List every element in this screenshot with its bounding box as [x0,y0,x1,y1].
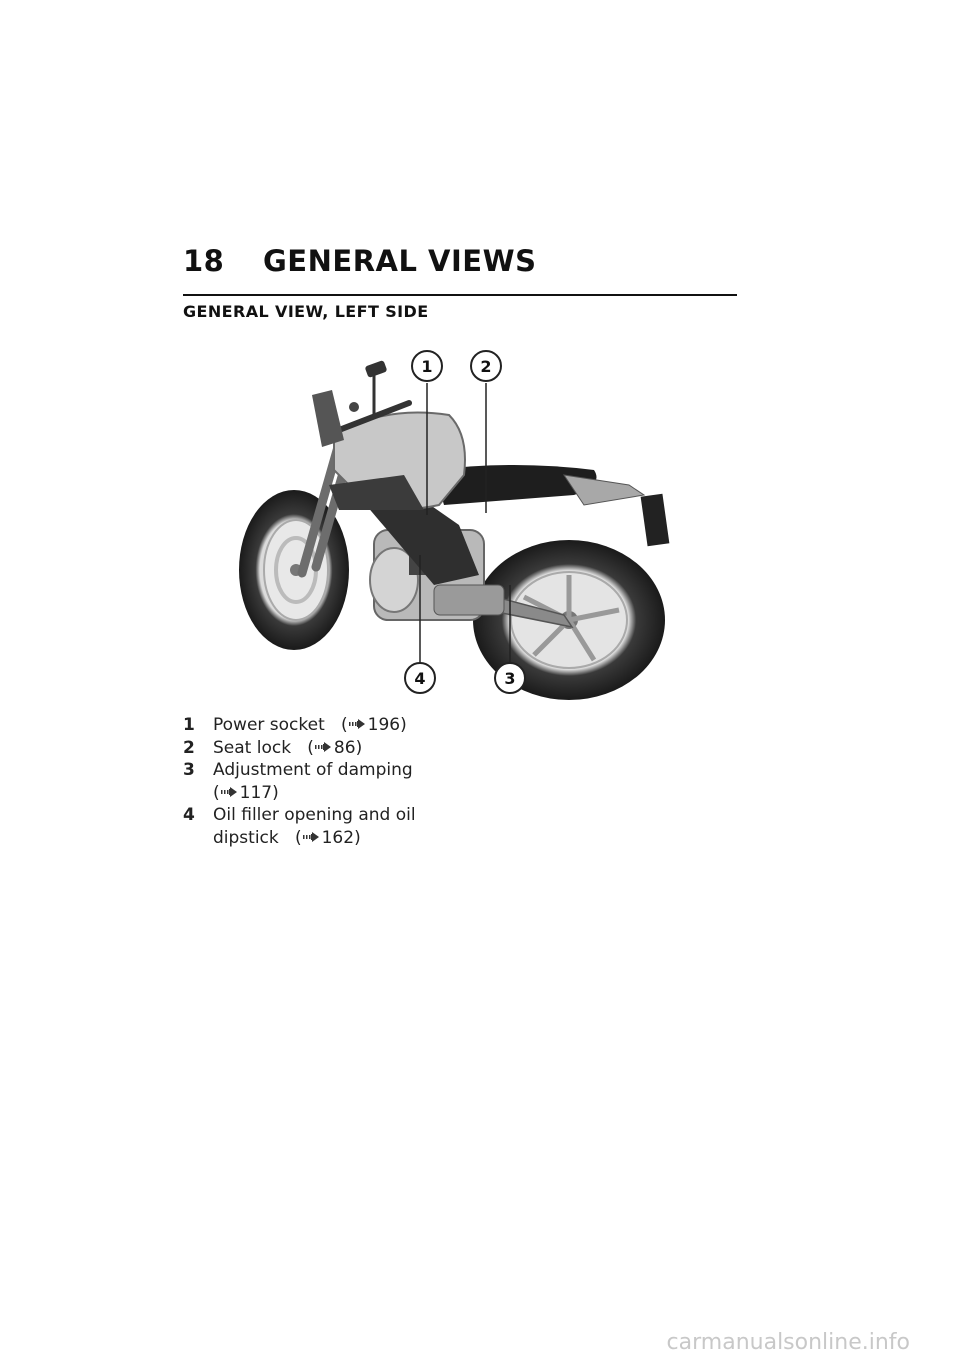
page-header [183,244,536,278]
callout-2-label: 2 [480,357,492,376]
chapter-title: GENERAL VIEWS [263,244,537,278]
item-text: Adjustment of damping [213,760,413,781]
page-reference-arrow-icon [221,787,238,797]
item-number: 2 [183,737,195,758]
callout-legend-list [183,714,443,850]
list-item [183,759,443,804]
callout-1-label: 1 [421,357,433,376]
callout-4-label: 4 [414,669,426,688]
list-item [183,737,443,760]
callout-4 [405,663,435,693]
list-item [183,714,443,737]
page-number: 18 [183,244,225,278]
page-reference[interactable]: ( 196) [330,715,407,735]
callout-3-label: 3 [504,669,516,688]
page-number-ref: 117 [239,782,273,803]
callout-2 [471,351,501,381]
licence-plate-holder [641,494,670,547]
page-number-ref: 86 [333,737,356,758]
page-reference[interactable]: ( 162) [284,827,361,848]
page-reference[interactable]: ( 86) [296,737,363,758]
page-reference[interactable]: ( 117) [213,782,279,803]
page-reference-arrow-icon [303,832,320,842]
section-title: GENERAL VIEW, LEFT SIDE [183,294,737,321]
page-number-ref: 162 [321,827,355,848]
watermark: carmanualsonline.info [666,1330,910,1355]
tail-section [564,475,644,505]
item-number: 1 [183,715,195,735]
item-text: Seat lock [213,737,292,758]
item-text: Oil filler opening and oil dipstick [213,805,416,848]
motorcycle-left-side-figure [234,335,684,700]
list-item [183,804,443,849]
page-number-ref: 196 [367,715,401,735]
instrument-cluster [312,390,344,447]
item-text: Power socket [213,715,325,735]
callout-1 [412,351,442,381]
item-number: 3 [183,760,195,781]
page-reference-arrow-icon [315,742,332,752]
item-number: 4 [183,805,195,826]
page-reference-arrow-icon [349,719,366,729]
callout-3 [495,663,525,693]
motorcycle-illustration [234,335,684,700]
